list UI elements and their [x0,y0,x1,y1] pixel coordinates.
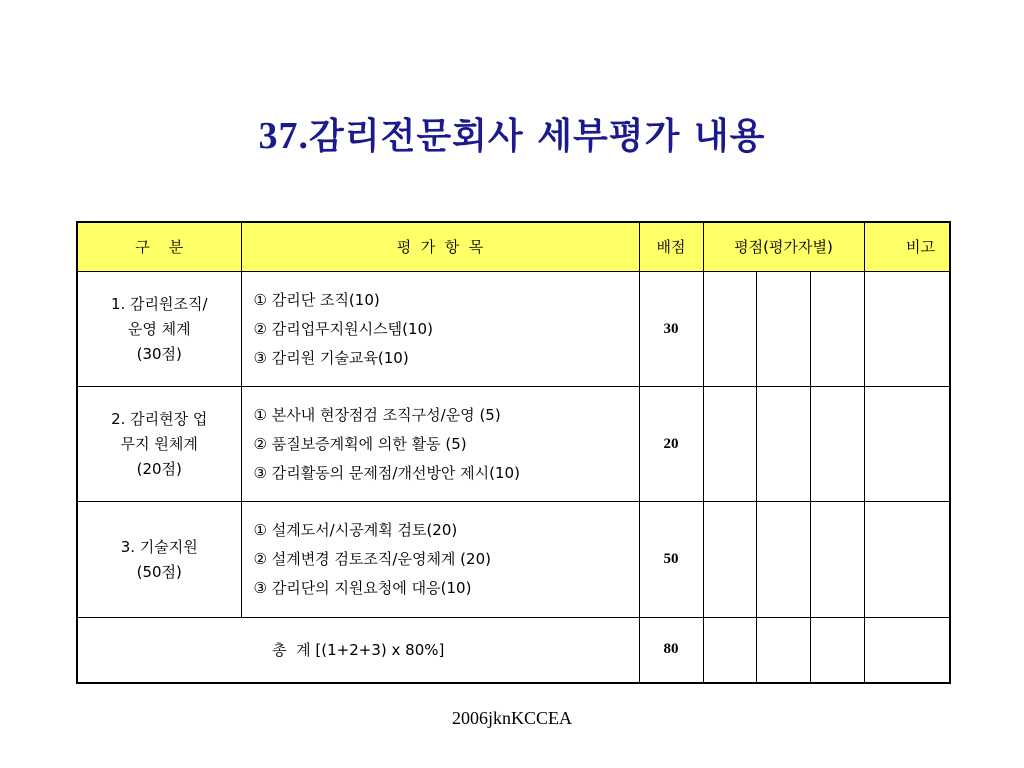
total-label: 총 계 [(1+2+3) x 80%] [77,617,639,683]
score-cell [756,387,810,502]
row-items [241,387,639,502]
row-category [77,502,241,617]
row-points: 30 [639,271,703,386]
evaluation-item: ③ 감리원 기술교육(10) [253,348,409,367]
evaluation-item: ③ 감리활동의 문제점/개선방안 제시(10) [253,463,520,482]
remarks-cell [864,387,950,502]
table-row [77,387,950,502]
remarks-cell [864,617,950,683]
header-remarks: 비고 [864,222,950,271]
row-points: 20 [639,387,703,502]
total-row [77,617,950,683]
table-row [77,271,950,386]
table-row [77,502,950,617]
title-text: 감리전문회사 세부평가 내용 [309,116,766,157]
row-items [241,502,639,617]
evaluation-item: ③ 감리단의 지원요청에 대응(10) [253,579,472,598]
title-number: 37. [258,115,310,157]
header-category: 구 분 [77,222,241,271]
category-line: 운영 체계 [127,319,191,338]
remarks-cell [864,502,950,617]
total-points: 80 [639,617,703,683]
score-cell [810,617,864,683]
evaluation-table [76,221,951,684]
header-points: 배점 [639,222,703,271]
score-cell [756,502,810,617]
category-line: (30점) [136,344,182,363]
page-title [0,108,1024,159]
score-cell [756,617,810,683]
row-items [241,271,639,386]
score-cell [756,271,810,386]
header-items: 평 가 항 목 [241,222,639,271]
score-cell [810,387,864,502]
score-cell [703,502,756,617]
evaluation-item: ② 설계변경 검토조직/운영체계 (20) [253,550,491,569]
header-evaluation: 평점(평가자별) [703,222,864,271]
table-header-row [77,222,950,271]
remarks-cell [864,271,950,386]
score-cell [810,271,864,386]
score-cell [703,271,756,386]
footer-text: 2006jknKCCEA [451,708,572,728]
evaluation-item: ② 감리업무지원시스템(10) [253,319,433,338]
category-line: 1. 감리원조직/ [110,294,208,313]
score-cell [810,502,864,617]
category-line: 3. 기술지원 [120,537,198,556]
category-line: 2. 감리현장 업 [111,409,208,428]
evaluation-item: ① 설계도서/시공계획 검토(20) [253,521,458,540]
category-line: (50점) [136,562,182,581]
score-cell [703,617,756,683]
score-cell [703,387,756,502]
evaluation-item: ① 감리단 조직(10) [253,290,380,309]
row-points: 50 [639,502,703,617]
evaluation-item: ② 품질보증계획에 의한 활동 (5) [253,434,467,453]
evaluation-item: ① 본사내 현장점검 조직구성/운영 (5) [253,405,501,424]
category-line: 무지 원체계 [120,434,198,453]
category-line: (20점) [136,459,182,478]
row-category [77,387,241,502]
row-category [77,271,241,386]
